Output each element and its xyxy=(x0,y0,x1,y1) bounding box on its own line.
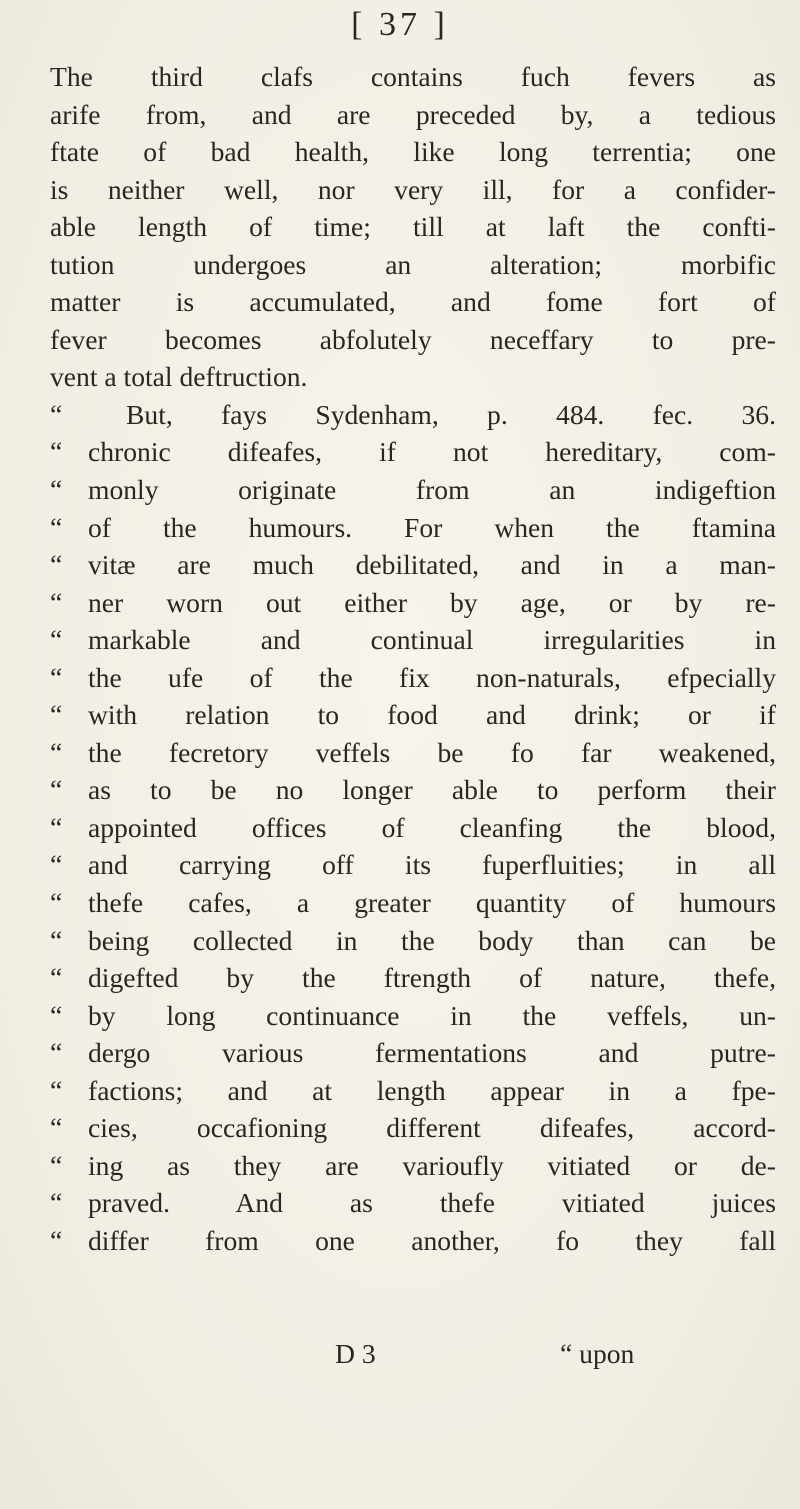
text-line xyxy=(50,846,776,884)
text-line xyxy=(50,321,776,359)
text-line xyxy=(50,208,776,246)
text-line xyxy=(50,1184,776,1222)
quote-mark: “ xyxy=(50,811,63,843)
text-line xyxy=(50,997,776,1035)
quote-mark: “ xyxy=(50,398,63,430)
line-text: The third clafs contains fuch fevers as xyxy=(50,61,776,92)
quote-mark: “ xyxy=(50,962,63,994)
line-text: digefted by the ftrength of nature, thefe, xyxy=(88,962,776,994)
quote-mark: “ xyxy=(50,1074,63,1106)
line-text: vent a total deftruction. xyxy=(50,361,308,393)
line-text: But, fays Sydenham, p. 484. fec. 36. xyxy=(126,398,776,430)
line-text: of the humours. For when the ftamina xyxy=(88,511,776,543)
text-line xyxy=(50,584,776,622)
line-text: with relation to food and drink; or if xyxy=(88,699,776,731)
page-number: [ 37 ] xyxy=(351,6,449,43)
quote-mark: “ xyxy=(50,1149,63,1181)
quote-mark: “ xyxy=(50,436,63,468)
text-line xyxy=(50,621,776,659)
line-text: differ from one another, fo they fall xyxy=(88,1224,776,1256)
quote-mark: “ xyxy=(50,661,63,693)
quote-mark: “ xyxy=(50,699,63,731)
text-line xyxy=(50,771,776,809)
text-line xyxy=(50,546,776,584)
text-line xyxy=(50,133,776,171)
signature-mark: D 3 xyxy=(335,1338,376,1369)
quote-mark: “ xyxy=(50,586,63,618)
quote-mark: “ xyxy=(50,1224,63,1256)
text-line xyxy=(50,58,776,96)
text-line xyxy=(50,734,776,772)
text-line xyxy=(50,1072,776,1110)
line-text: ing as they are varioufly vitiated or de- xyxy=(88,1149,776,1181)
line-text: as to be no longer able to perform their xyxy=(88,774,776,806)
text-line xyxy=(50,246,776,284)
quote-mark: “ xyxy=(50,511,63,543)
line-text: cies, occafioning different difeafes, accord- xyxy=(88,1112,776,1144)
line-text: factions; and at length appear in a fpe- xyxy=(88,1074,776,1106)
text-line xyxy=(50,171,776,209)
quote-mark: “ xyxy=(50,736,63,768)
text-line xyxy=(50,959,776,997)
text-line xyxy=(50,922,776,960)
line-text: thefe cafes, a greater quantity of humours xyxy=(88,887,776,919)
text-line xyxy=(50,433,776,471)
quote-mark: “ xyxy=(50,1112,63,1144)
text-line xyxy=(50,1222,776,1260)
quote-mark: “ xyxy=(50,849,63,881)
quote-mark: “ xyxy=(50,1187,63,1219)
quote-mark: “ xyxy=(50,887,63,919)
catchword: “ upon xyxy=(560,1338,635,1369)
text-line xyxy=(50,696,776,734)
line-text: the ufe of the fix non-naturals, efpecially xyxy=(88,661,776,693)
text-line xyxy=(50,96,776,134)
line-text: appointed offices of cleanfing the blood, xyxy=(88,811,776,843)
text-line xyxy=(50,1147,776,1185)
text-line xyxy=(50,358,776,396)
line-text: fever becomes abfolutely neceffary to pre- xyxy=(50,323,776,355)
text-line xyxy=(50,283,776,321)
line-text: vitæ are much debilitated, and in a man- xyxy=(88,549,776,581)
line-text: monly originate from an indigeftion xyxy=(88,474,776,506)
body-text xyxy=(50,58,776,1260)
line-text: able length of time; till at laft the confti- xyxy=(50,211,776,243)
line-text: being collected in the body than can be xyxy=(88,924,776,956)
line-text: ner worn out either by age, or by re- xyxy=(88,586,776,618)
text-line xyxy=(50,471,776,509)
line-text: ftate of bad health, like long terrentia; one xyxy=(50,136,776,168)
quote-mark: “ xyxy=(50,624,63,656)
quote-mark: “ xyxy=(50,549,63,581)
line-text: tution undergoes an alteration; morbific xyxy=(50,248,776,280)
quote-mark: “ xyxy=(50,999,63,1031)
line-text: markable and continual irregularities in xyxy=(88,624,776,656)
line-text: by long continuance in the veffels, un- xyxy=(88,999,776,1031)
line-text: chronic difeafes, if not hereditary, com- xyxy=(88,436,776,468)
text-line xyxy=(50,659,776,697)
line-text: dergo various fermentations and putre- xyxy=(88,1037,776,1069)
text-line xyxy=(50,509,776,547)
line-text: and carrying off its fuperfluities; in all xyxy=(88,849,776,881)
text-line xyxy=(50,884,776,922)
quote-mark: “ xyxy=(50,924,63,956)
quote-mark: “ xyxy=(50,474,63,506)
line-text: praved. And as thefe vitiated juices xyxy=(88,1187,776,1219)
line-text: arife from, and are preceded by, a tedious xyxy=(50,98,776,130)
text-line xyxy=(50,1109,776,1147)
quote-mark: “ xyxy=(50,774,63,806)
text-line xyxy=(50,1034,776,1072)
text-line xyxy=(50,809,776,847)
line-text: matter is accumulated, and fome fort of xyxy=(50,286,776,318)
line-text: the fecretory veffels be fo far weakened, xyxy=(88,736,776,768)
text-line xyxy=(50,396,776,434)
quote-mark: “ xyxy=(50,1037,63,1069)
line-text: is neither well, nor very ill, for a confider- xyxy=(50,173,776,205)
